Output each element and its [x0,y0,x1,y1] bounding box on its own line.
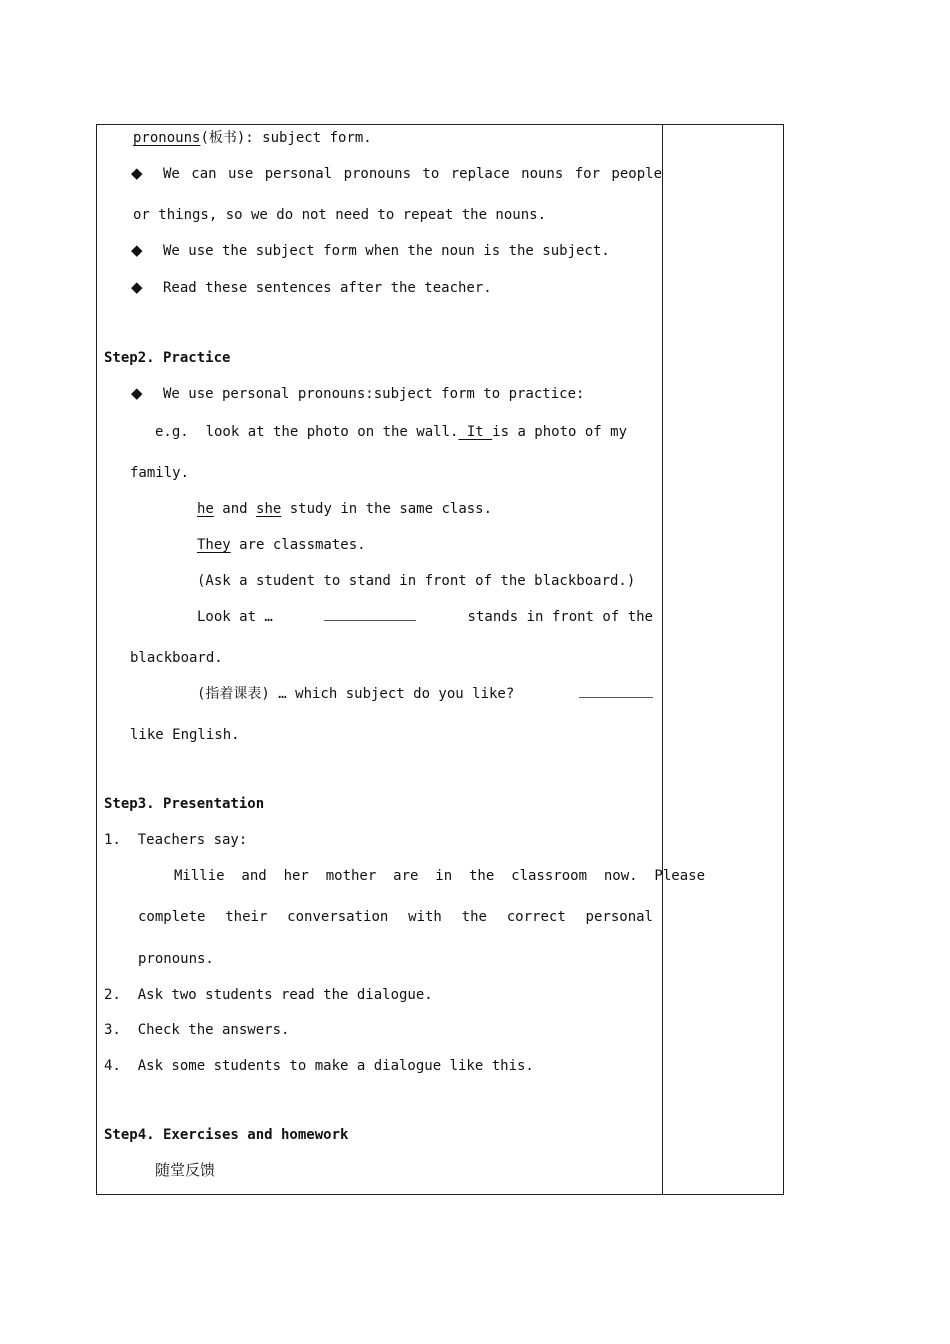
classmates-rest: are classmates. [230,537,366,553]
bullet1-line2: or things, so we do not need to repeat the nouns. [133,207,547,223]
ask-line: (Ask a student to stand in front of the blackboard.) [197,573,636,589]
stands-text: stands in front of the [467,609,653,625]
diamond-bullet-icon: ◆ [131,384,143,402]
look-at-line [197,608,653,626]
intro-rest: (板书): subject form. [200,130,372,146]
eg-line1 [155,423,627,441]
step4-heading: Step4. Exercises and homework [104,1127,349,1143]
pronouns-underlined: pronouns [133,130,201,146]
answer-blank[interactable] [324,608,416,621]
blackboard-line: blackboard. [130,650,223,666]
step2-bullet: We use personal pronouns:subject form to practice: [163,386,585,402]
diamond-bullet-icon: ◆ [131,164,143,182]
eg-line2: family. [130,465,190,481]
eg-text-b: is a photo of my [492,424,628,440]
para-line1: Millie and her mother are in the classroom now. Please [174,868,706,884]
step3-heading: Step3. Presentation [104,796,265,812]
intro-line [133,129,372,147]
like-english-line: like English. [130,727,240,743]
step2-heading: Step2. Practice [104,350,231,366]
diamond-bullet-icon: ◆ [131,241,143,259]
he-she-line [197,500,492,518]
feedback-label: 随堂反馈 [155,1161,216,1179]
and-text: and [213,501,257,517]
step3-item2: 2. Ask two students read the dialogue. [104,987,433,1003]
diamond-bullet-icon: ◆ [131,278,143,296]
subject-line [197,685,653,703]
step3-item3: 3. Check the answers. [104,1022,290,1038]
pronoun-she: she [256,501,282,517]
eg-text-a: e.g. look at the photo on the wall. [155,424,459,440]
step3-item1: 1. Teachers say: [104,832,248,848]
answer-blank[interactable] [579,685,653,698]
bullet3: Read these sentences after the teacher. [163,280,492,296]
they-line [197,536,366,554]
pronoun-they: They [197,537,231,553]
eg-answer-blank: It [458,424,493,440]
column-divider [662,125,663,1194]
subject-question: (指着课表) … which subject do you like? [197,686,515,702]
step3-item4: 4. Ask some students to make a dialogue like this. [104,1058,534,1074]
para-line3: pronouns. [138,951,214,967]
bullet2: We use the subject form when the noun is the subject. [163,243,610,259]
pronoun-he: he [197,501,214,517]
bullet1-line1: We can use personal pronouns to replace nouns for people [163,166,663,182]
para-line2: complete their conversation with the correct personal [138,909,653,925]
study-rest: study in the same class. [281,501,493,517]
look-at-text: Look at … [197,609,273,625]
